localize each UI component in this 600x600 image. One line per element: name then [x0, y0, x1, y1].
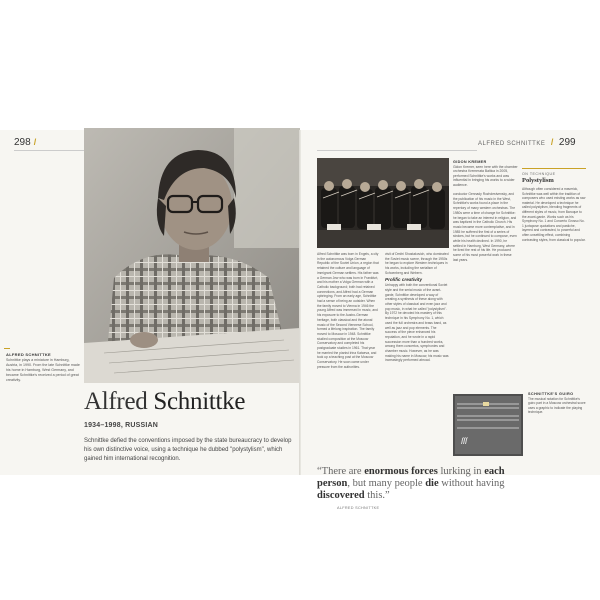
body-column-3-text: conductor Gennady Rozhdestvensky, and the publication of his music in the West, Schnittke's works found a place in the repertory of many western orchestras. The 1980s were a time of change for Schnittke: he began to take an interest in religion, and was baptized in the Catholic Church. His music became more contemplative, and in 1985 he suffered the first of a series of strokes, but he continued to compose, even while his health declined. In 1990, he settled in Hamburg, West Germany, where he lived the rest of his life. He produced some of his most powerful work in these last years.: [453, 192, 517, 262]
left-header-rule: [14, 150, 84, 151]
spread-gutter: [299, 130, 301, 475]
quote-emphasis-4: discovered: [317, 490, 365, 501]
quote-emphasis-2: each person: [317, 466, 505, 489]
body-column-2-text-b: Unhappy with both the conventional Soviet style and the serial music of the avant-garde, Schnittke developed a way of creating a synthesis of these along with other styles of classical and even jazz and pop music, in what he called "polystylism". By 1972 he devoted his mastery of this technique in his Symphony No. 1, which used the full orchestra and brass band, as well as jazz and pop elements. The success of the piece enhanced his reputation, and he wrote in a rapid succession more than a hundred works, among them concertos, symphonies and chamber music. However, as he was making his name in Moscow, his music was increasingly performed abroad.: [385, 283, 449, 363]
guiro-caption-head: SCHNITTKE'S GUIRO: [528, 392, 574, 396]
right-folio: ALFRED SCHNITTKE / 299: [478, 137, 576, 148]
quote-emphasis-1: enormous forces: [364, 466, 438, 477]
body-column-3: [453, 192, 517, 382]
guiro-caption-text: The musical notation for Schnittke's guiro part in a Moscow orchestral score uses a graphic to indicate the playing technique.: [528, 396, 586, 415]
technique-sidebar: [522, 168, 586, 384]
caption-accent-line: [4, 348, 10, 349]
composer-intro: Schnittke defied the conventions imposed by the state bureaucracy to develop his own distinctive voice, using a technique he dubbed "polystylism", which gained him international recognition.: [84, 438, 292, 462]
quote-emphasis-3: die: [425, 478, 439, 489]
guiro-score-photo: [453, 394, 523, 456]
orchestra-image: [317, 158, 449, 248]
portrait-caption: [6, 352, 80, 383]
portrait-photo: [84, 128, 300, 383]
prolific-creativity-heading: Prolific creativity: [385, 276, 423, 282]
right-header-rule: [317, 150, 477, 151]
sidebar-text: Although often considered a maverick, Schnittke was well within the tradition of composers who used existing works as raw material. He developed a technique he called polystylism, blending fragments of different styles of music, from Baroque to the avant-garde. Works such as his Symphony No. 1 and Concerto Grosso No. 1 juxtapose quotations and pastiche, layered and contrasted, to powerful and often unsettling effect, combining contrasting styles, from classical to popular.: [522, 187, 586, 242]
sidebar-title: Polystylism: [522, 177, 554, 184]
guiro-score-image: [453, 394, 523, 456]
sidebar-head: ON TECHNIQUE: [522, 172, 556, 176]
portrait-caption-text: Schnittke plays a miniature in Hamburg, Austria, in 1990. From the late Schnittke made his home in Hamburg, West Germany, and became Schnittke's received a period of great creativity.: [6, 358, 80, 382]
left-folio: 298 /: [14, 137, 37, 148]
orchestra-caption: [453, 160, 523, 188]
left-page-number: 298: [14, 137, 31, 148]
composer-dates: 1934–1998, RUSSIAN: [84, 422, 159, 429]
svg-text:ſſſ: ſſſ: [461, 436, 467, 446]
right-page-number: 299: [558, 137, 576, 148]
body-column-1-text: Alfred Schnittke was born in Engels, a city in the autonomous Volga German Republic of the Soviet Union, a region that retained the culture and language of immigrant German settlers. His father was a German Jew who was born in Frankfurt, and his mother a Volga German with a Catholic background; both had retained connections, and Alfred had a German upbringing. From an early age, Schnittke had a sense of being an outsider. When the family moved to Vienna in 1946 the young Alfred was immersed in music, and his exposure to the Austro-German heritage, both classical and the atonal music of the Second Viennese School, formed a lifelong inspiration. The family moved to Moscow in 1948. Schnittke studied composition at the Moscow Conservatory and completed his postgraduate studies in 1961. That year he married the pianist Irina Kataeva, and took up a teaching post at the Moscow Conservatory. He soon came under pressure from the authorities.: [317, 252, 379, 369]
composer-name: [84, 388, 245, 416]
portrait-caption-title: ALFRED SCHNITTKE: [6, 352, 52, 357]
body-column-2-text: visit of Dmitri Shostakovich, who dominated the Soviet music scene, through the 1950s he began to explore Western techniques in his works, including the serialism of Schoenberg and Webern.: [385, 252, 449, 275]
guiro-caption: [528, 392, 586, 415]
orchestra-caption-text: Gidon Kremer, seen here with the chamber orchestra Kremerata Baltica in 2005, performed Schnittke's works and was influential in bringing his works to a wider audience.: [453, 164, 518, 187]
orchestra-caption-title: GIDON KREMER: [453, 160, 487, 164]
running-head: ALFRED SCHNITTKE: [478, 141, 546, 147]
book-spread: [0, 130, 600, 510]
schnittke-portrait-image: [84, 128, 300, 383]
pull-quote-attribution: ALFRED SCHNITTKE: [337, 506, 380, 510]
composer-first-name: Alfred: [84, 388, 148, 415]
composer-last-name: Schnittke: [153, 388, 246, 415]
body-column-1: [317, 252, 379, 462]
pull-quote: “There are enormous forces lurking in each person, but many people die without having discovered this.”: [317, 466, 505, 501]
orchestra-photo: [317, 158, 449, 248]
body-column-2: [385, 252, 449, 462]
